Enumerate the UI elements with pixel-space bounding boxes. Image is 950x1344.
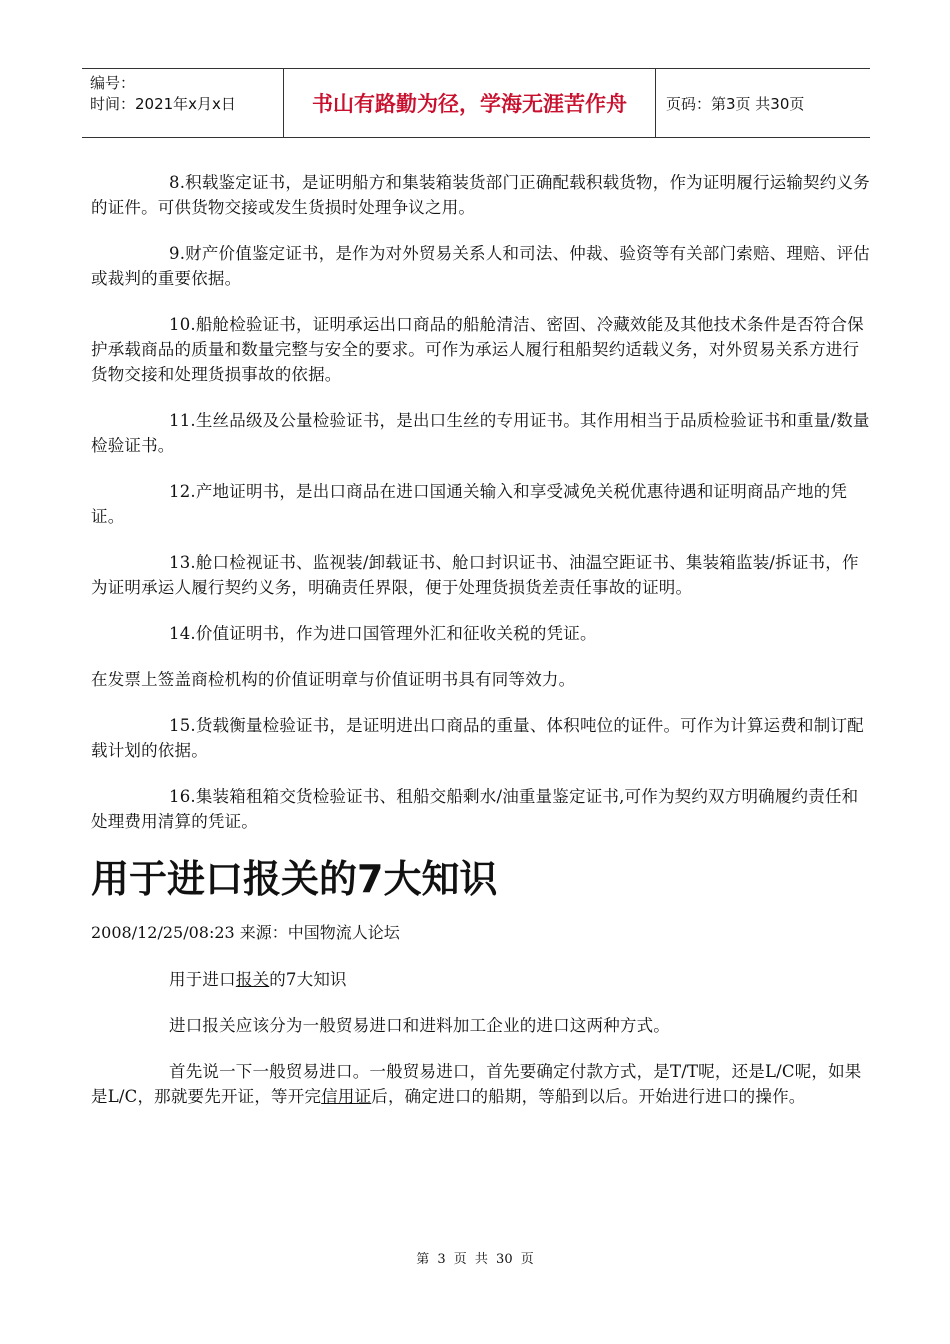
paragraph-12: 12.产地证明书，是出口商品在进口国通关输入和享受减免关税优惠待遇和证明商品产地的凭证。: [91, 482, 848, 526]
paragraph-13: 13.舱口检视证书、监视装/卸载证书、舱口封识证书、油温空距证书、集装箱监装/拆证书，作为证明承运人履行契约义务，明确责任界限，便于处理货损货差责任事故的证明。: [91, 553, 859, 597]
paragraph-9: 9.财产价值鉴定证书，是作为对外贸易关系人和司法、仲裁、验资等有关部门索赔、理赔、评估或裁判的重要依据。: [91, 244, 870, 288]
paragraph-11: 11.生丝品级及公量检验证书，是出口生丝的专用证书。其作用相当于品质检验证书和重量/数量检验证书。: [91, 411, 870, 455]
paragraph-8: 8.积载鉴定证书，是证明船方和集装箱装货部门正确配载积载货物，作为证明履行运输契约义务的证件。可供货物交接或发生货损时处理争议之用。: [91, 173, 870, 217]
letter-of-credit-link[interactable]: 信用证: [321, 1087, 372, 1106]
intro-text-end: 的7大知识: [269, 970, 347, 989]
header-motto: 书山有路勤为径，学海无涯苦作舟: [283, 69, 656, 137]
paragraph-10: 10.船舱检验证书，证明承运出口商品的船舱清洁、密固、冷藏效能及其他技术条件是否符合保护承载商品的质量和数量完整与安全的要求。可作为承运人履行租船契约适载义务，对外贸易关系方进行货物交接和处理货损事故的依据。: [91, 315, 864, 384]
customs-link[interactable]: 报关: [235, 970, 270, 989]
article-title: 用于进口报关的7大知识: [91, 857, 498, 901]
paragraph-15: 15.货载衡量检验证书，是证明进出口商品的重量、体积吨位的证件。可作为计算运费和制订配载计划的依据。: [91, 716, 864, 760]
code-label: 编号：: [90, 74, 136, 92]
article-paragraph-2: [91, 1059, 871, 1109]
intro-text-start: 用于进口: [169, 970, 236, 989]
article-paragraph-1: 进口报关应该分为一般贸易进口和进料加工企业的进口这两种方式。: [169, 1016, 670, 1035]
paragraph-16: 16.集装箱租箱交货检验证书、租船交船剩水/油重量鉴定证书,可作为契约双方明确履约责任和处理费用清算的凭证。: [91, 787, 859, 831]
article-intro: [91, 967, 871, 992]
page-header: [82, 68, 870, 138]
time-label: 时间：2021年x月x日: [90, 95, 236, 113]
paragraph-14-note: 在发票上签盖商检机构的价值证明章与价值证明书具有同等效力。: [91, 670, 576, 689]
paragraph-14: 14.价值证明书，作为进口国管理外汇和征收关税的凭证。: [169, 624, 597, 643]
page-footer: 第 3 页 共 30 页: [416, 1252, 534, 1267]
article-meta: 2008/12/25/08:23 来源：中国物流人论坛: [91, 923, 400, 942]
document-body: [91, 170, 871, 1130]
p2-text-end: 后，确定进口的船期，等船到以后。开始进行进口的操作。: [371, 1087, 806, 1106]
p2-text-start: 首先说一下一般贸易进口。一般贸易进口，首先要确定付款方式，是T/T呢，还是L/C呢，如果是L/C，那就要先开证，等开完: [91, 1062, 862, 1106]
header-page-info: 页码：第3页 共30页: [666, 94, 805, 113]
header-meta: [82, 69, 283, 137]
